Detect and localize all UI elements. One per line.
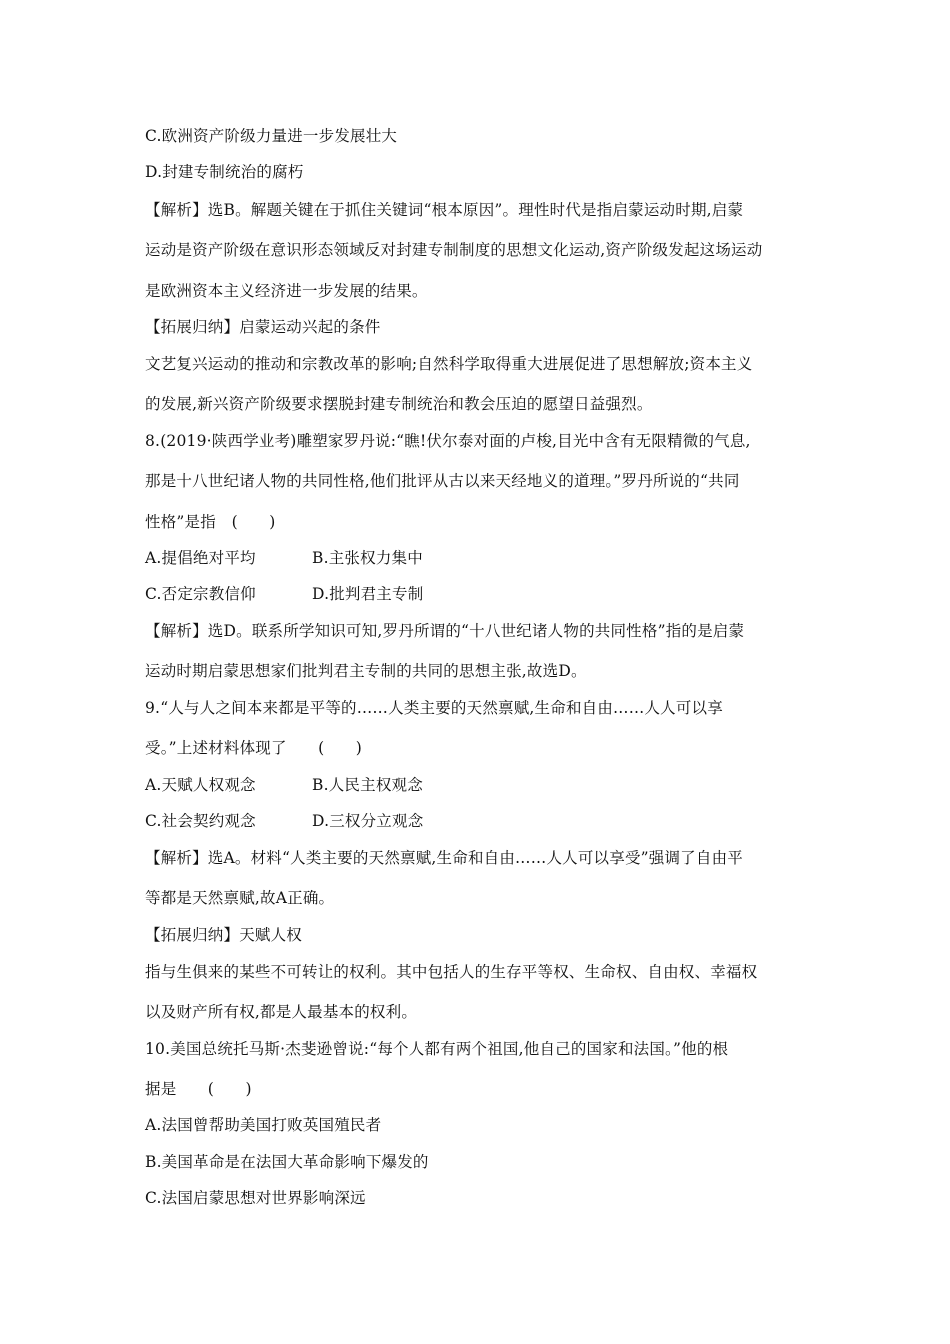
- q10-option-a: A.法国曾帮助美国打败英国殖民者: [145, 1116, 382, 1134]
- q9-option-b: B.人民主权观念: [312, 776, 423, 794]
- q8-option-c: C.否定宗教信仰: [145, 585, 256, 603]
- q9-option-d: D.三权分立观念: [312, 812, 424, 830]
- q9-stem-line-2: 受。”上述材料体现了 ( ): [145, 739, 362, 757]
- q9-extension-line-1: 指与生俱来的某些不可转让的权利。其中包括人的生存平等权、生命权、自由权、幸福权: [145, 963, 758, 981]
- q8-stem-line-1: 8.(2019·陕西学业考)雕塑家罗丹说:“瞧!伏尔泰对面的卢梭,目光中含有无限精微的气息,: [145, 432, 751, 450]
- q9-analysis-line-1: 【解析】选A。材料“人类主要的天然禀赋,生命和自由……人人可以享受”强调了自由平: [145, 849, 743, 867]
- q7-extension-title: 【拓展归纳】启蒙运动兴起的条件: [145, 318, 381, 336]
- q7-extension-line-2: 的发展,新兴资产阶级要求摆脱封建专制统治和教会压迫的愿望日益强烈。: [145, 395, 653, 413]
- q7-analysis-line-2: 运动是资产阶级在意识形态领域反对封建专制制度的思想文化运动,资产阶级发起这场运动: [145, 241, 763, 259]
- q7-option-d: D.封建专制统治的腐朽: [145, 163, 304, 181]
- q9-options-row-2: [145, 811, 825, 831]
- q8-options-row-1: [145, 548, 825, 568]
- q9-options-row-1: [145, 775, 825, 795]
- q9-analysis-line-2: 等都是天然禀赋,故A正确。: [145, 889, 335, 907]
- q8-stem-line-2: 那是十八世纪诸人物的共同性格,他们批评从古以来天经地义的道理。”罗丹所说的“共同: [145, 472, 740, 490]
- q8-option-b: B.主张权力集中: [312, 549, 423, 567]
- q8-option-d: D.批判君主专制: [312, 585, 424, 603]
- q9-extension-line-2: 以及财产所有权,都是人最基本的权利。: [145, 1003, 418, 1021]
- q7-option-c: C.欧洲资产阶级力量进一步发展壮大: [145, 127, 398, 145]
- q10-option-b: B.美国革命是在法国大革命影响下爆发的: [145, 1153, 429, 1171]
- q8-options-row-2: [145, 584, 825, 604]
- q9-stem-line-1: 9.“人与人之间本来都是平等的……人类主要的天然禀赋,生命和自由……人人可以享: [145, 699, 723, 717]
- q10-stem-line-1: 10.美国总统托马斯·杰斐逊曾说:“每个人都有两个祖国,他自己的国家和法国。”他的根: [145, 1040, 729, 1058]
- q9-extension-title: 【拓展归纳】天赋人权: [145, 926, 303, 944]
- q8-stem-line-3: 性格”是指 ( ): [145, 513, 276, 531]
- q9-option-a: A.天赋人权观念: [145, 776, 256, 794]
- q7-analysis-line-3: 是欧洲资本主义经济进一步发展的结果。: [145, 282, 428, 300]
- q7-analysis-line-1: 【解析】选B。解题关键在于抓住关键词“根本原因”。理性时代是指启蒙运动时期,启蒙: [145, 201, 744, 219]
- q8-option-a: A.提倡绝对平均: [145, 549, 256, 567]
- q8-analysis-line-2: 运动时期启蒙思想家们批判君主专制的共同的思想主张,故选D。: [145, 662, 587, 680]
- q10-stem-line-2: 据是 ( ): [145, 1080, 252, 1098]
- q10-option-c: C.法国启蒙思想对世界影响深远: [145, 1189, 366, 1207]
- q8-analysis-line-1: 【解析】选D。联系所学知识可知,罗丹所谓的“十八世纪诸人物的共同性格”指的是启蒙: [145, 622, 745, 640]
- q9-option-c: C.社会契约观念: [145, 812, 256, 830]
- q7-extension-line-1: 文艺复兴运动的推动和宗教改革的影响;自然科学取得重大进展促进了思想解放;资本主义: [145, 355, 753, 373]
